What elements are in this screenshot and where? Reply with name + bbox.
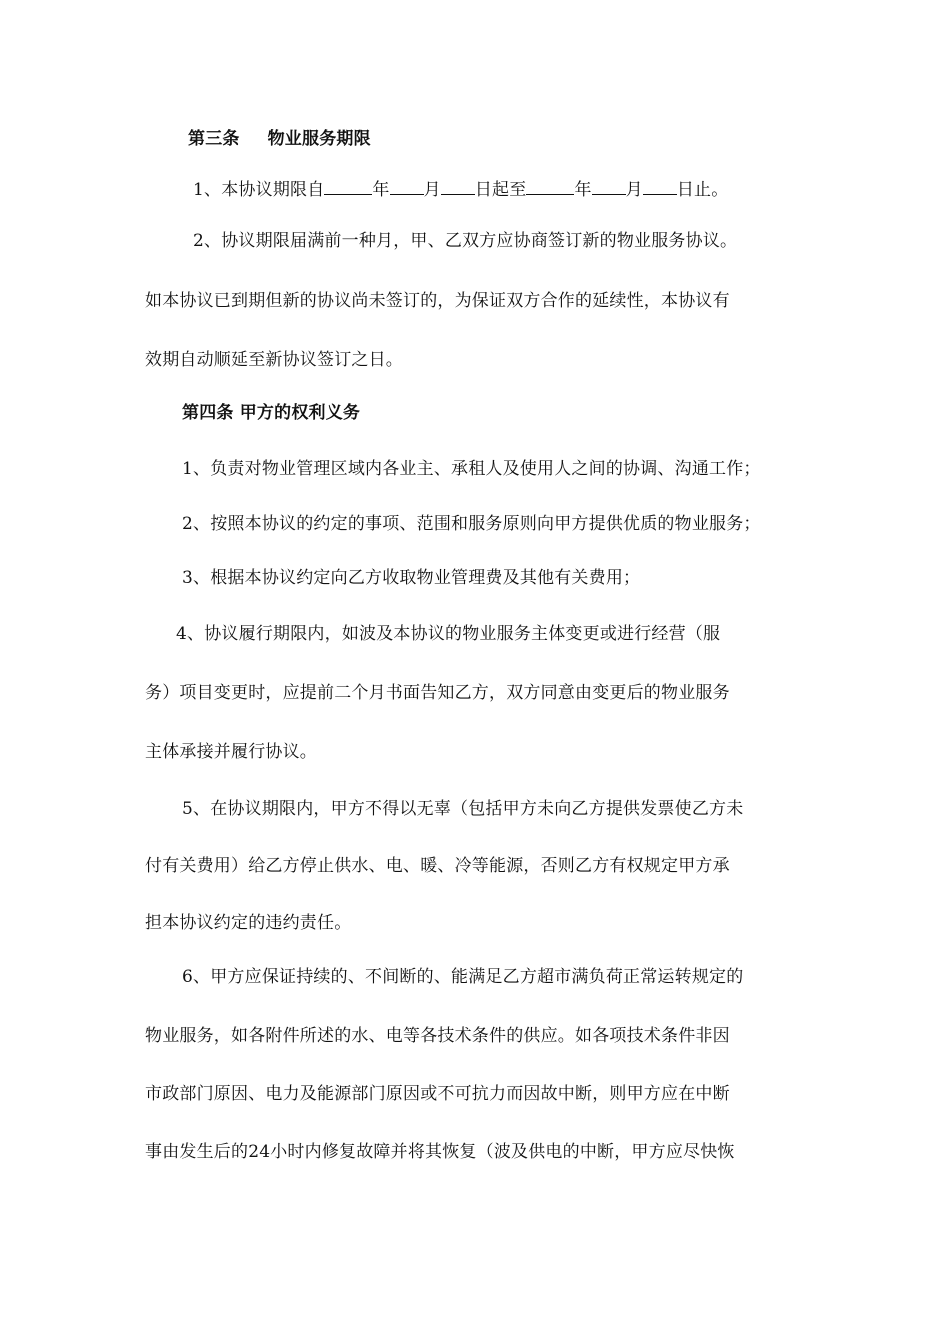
- article-4-item-4-line-1: 4、协议履行期限内，如波及本协议的物业服务主体变更或进行经营（服: [176, 624, 721, 644]
- article-4-heading: 第四条 甲方的权利义务: [182, 403, 361, 423]
- article-4-item-6-line-1: 6、甲方应保证持续的、不间断的、能满足乙方超市满负荷正常运转规定的: [182, 967, 744, 987]
- article-4-item-3: 3、根据本协议约定向乙方收取物业管理费及其他有关费用；: [182, 568, 641, 588]
- blank-start-month: [390, 178, 424, 195]
- article-3-title: 物业服务期限: [267, 129, 371, 149]
- article-4-item-5-line-3: 担本协议约定的违约责任。: [145, 913, 352, 933]
- term-text-until: 日起至: [474, 180, 527, 200]
- article-4-item-4-line-2: 务）项目变更时，应提前二个月书面告知乙方，双方同意由变更后的物业服务: [145, 683, 730, 703]
- blank-end-year: [526, 178, 574, 195]
- term-text-end-month: 月: [625, 180, 643, 200]
- article-4-item-6-line-2: 物业服务，如各附件所述的水、电等各技术条件的供应。如各项技术条件非因: [145, 1026, 730, 1046]
- article-3-item-2-line-1: 2、协议期限届满前一种月，甲、乙双方应协商签订新的物业服务协议。: [193, 231, 738, 251]
- term-text-start: 1、本协议期限自: [193, 180, 325, 200]
- term-text-year: 年: [372, 180, 390, 200]
- term-text-end-year: 年: [574, 180, 592, 200]
- article-3-item-1: [193, 178, 728, 201]
- article-4-item-5-line-1: 5、在协议期限内，甲方不得以无辜（包括甲方未向乙方提供发票使乙方未: [182, 799, 744, 819]
- article-3-heading: [188, 128, 371, 150]
- blank-start-year: [324, 178, 372, 195]
- term-text-end: 日止。: [676, 180, 729, 200]
- blank-end-day: [643, 178, 677, 195]
- blank-start-day: [441, 178, 475, 195]
- article-4-item-1: 1、负责对物业管理区域内各业主、承租人及使用人之间的协调、沟通工作；: [182, 459, 761, 479]
- blank-end-month: [592, 178, 626, 195]
- article-4-item-5-line-2: 付有关费用）给乙方停止供水、电、暖、冷等能源，否则乙方有权规定甲方承: [145, 856, 730, 876]
- article-4-item-4-line-3: 主体承接并履行协议。: [145, 742, 317, 762]
- article-4-item-6-line-3: 市政部门原因、电力及能源部门原因或不可抗力而因故中断，则甲方应在中断: [145, 1084, 730, 1104]
- article-4-item-6-line-4: 事由发生后的24小时内修复故障并将其恢复（波及供电的中断，甲方应尽快恢: [145, 1142, 735, 1162]
- article-3-number: 第三条: [188, 129, 240, 149]
- term-text-month: 月: [423, 180, 441, 200]
- article-3-item-2-line-3: 效期自动顺延至新协议签订之日。: [145, 350, 403, 370]
- article-3-item-2-line-2: 如本协议已到期但新的协议尚未签订的，为保证双方合作的延续性，本协议有: [145, 291, 730, 311]
- article-4-item-2: 2、按照本协议的约定的事项、范围和服务原则向甲方提供优质的物业服务；: [182, 514, 761, 534]
